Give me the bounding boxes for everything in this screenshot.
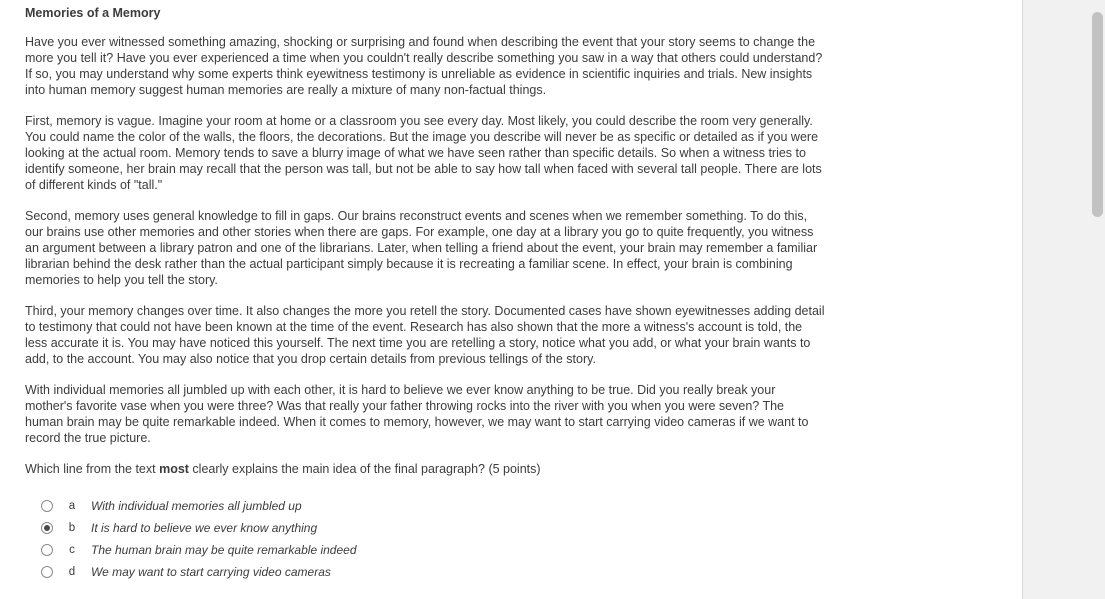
question-prefix: Which line from the text [25, 462, 160, 477]
choice-text-c: The human brain may be quite remarkable indeed [91, 542, 357, 557]
radio-icon-b[interactable] [41, 522, 53, 534]
paragraph-4: Third, your memory changes over time. It also changes the more you retell the story. Documented cases have shown eyewitnesses adding detail to testimony that could not have been known at the time of the event. Research has also shown that the more a witness's account is told, the less accurate it is. You may have noticed this yourself. The next time you are retelling a story, notice what you add, or what your brain wants to add, to the account. You may also notice that you drop certain details from previous tellings of the story. [25, 304, 825, 367]
choice-text-a: With individual memories all jumbled up [91, 498, 302, 513]
paragraph-1: Have you ever witnessed something amazing, shocking or surprising and found when describing the event that your story seems to change the more you tell it? Have you ever experienced a time when you couldn't really describe something you saw in a way that others could understand? If so, you may understand why some experts think eyewitness testimony is unreliable as evidence in scientific inquiries and trials. New insights into human memory suggest human memories are really a mixture of many non-factual things. [25, 35, 823, 98]
radio-icon-c[interactable] [41, 544, 53, 556]
question-emphasis: most [159, 462, 189, 477]
choice-text-b: It is hard to believe we ever know anything [91, 520, 318, 535]
radio-icon-d[interactable] [41, 566, 53, 578]
choice-letter-a: a [68, 499, 76, 512]
choice-text-d: We may want to start carrying video cameras [91, 564, 331, 579]
choice-letter-c: c [69, 543, 75, 556]
choice-option-c[interactable] [25, 539, 825, 561]
page-title: Memories of a Memory [25, 6, 161, 20]
choice-option-d[interactable] [25, 561, 825, 583]
question-text [25, 461, 825, 477]
answer-choices [25, 495, 825, 583]
scrollbar-thumb[interactable] [1092, 12, 1103, 217]
paragraph-3: Second, memory uses general knowledge to fill in gaps. Our brains reconstruct events and scenes when we remember something. To do this, our brains use other memories and other stories when there are gaps. For example, one day at a library you go to quite frequently, you witness an argument between a library patron and one of the librarians. Later, when telling a friend about the event, your brain may remember a familiar librarian behind the desk rather than the actual participant simply because it is recreating a familiar scene. In effect, your brain is combining memories to help you tell the story. [25, 209, 818, 288]
choice-letter-b: b [68, 521, 76, 534]
question-suffix: clearly explains the main idea of the final paragraph? (5 points) [188, 462, 541, 477]
choice-option-b[interactable] [25, 517, 825, 539]
document-content [25, 5, 825, 583]
vertical-scrollbar[interactable] [1090, 0, 1105, 599]
choice-letter-d: d [68, 565, 76, 578]
paragraph-5: With individual memories all jumbled up with each other, it is hard to believe we ever know anything to be true. Did you really break your mother's favorite vase when you were three? Was that really your father throwing rocks into the river with you when you were seven? The human brain may be quite remarkable indeed. When it comes to memory, however, we may want to start carrying video cameras if we want to record the true picture. [25, 383, 809, 446]
paragraph-2: First, memory is vague. Imagine your room at home or a classroom you see every day. Most likely, you could describe the room very generally. You could name the color of the walls, the floors, the decorations. But the image you describe will never be as specific or detailed as if you were looking at the actual room. Memory tends to save a blurry image of what we have seen rather than specific details. So when a witness tries to identify someone, her brain may recall that the person was tall, but not be able to say how tall when faced with several tall people. There are lots of different kinds of "tall." [25, 114, 822, 193]
choice-option-a[interactable] [25, 495, 825, 517]
radio-icon-a[interactable] [41, 500, 53, 512]
